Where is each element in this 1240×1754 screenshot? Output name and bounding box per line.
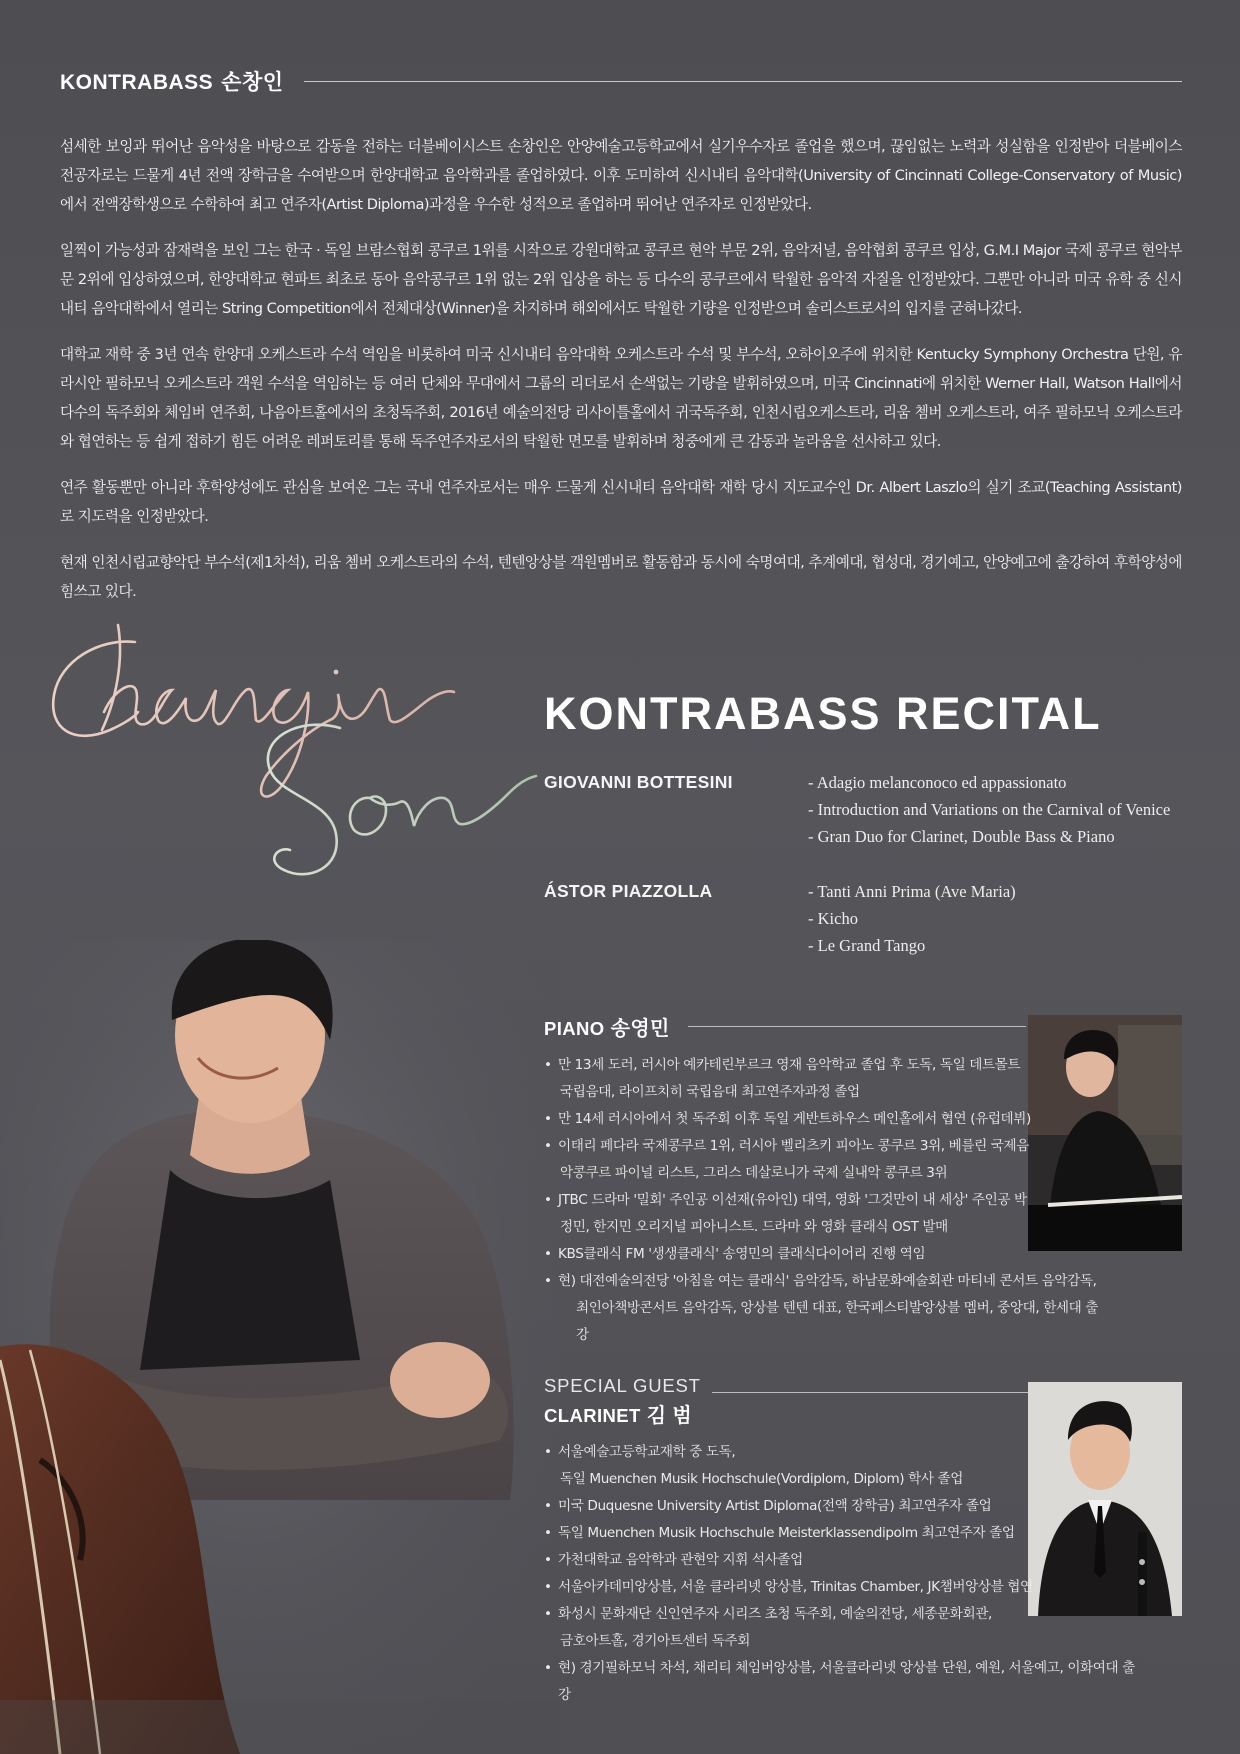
bio-paragraph: 연주 활동뿐만 아니라 후학양성에도 관심을 보여온 그는 국내 연주자로서는 매우 드물게 신시내티 음악대학 재학 당시 지도교수인 Dr. Albert Laszlo의 실기 조교(Teaching Assistant)로 지도력을 인정받았다. xyxy=(60,479,1182,525)
clarinet-title: CLARINET 김 범 xyxy=(544,1405,693,1427)
special-guest-label: SPECIAL GUEST xyxy=(544,1375,701,1396)
bio-text xyxy=(60,132,1182,623)
bio-paragraph: 대학교 재학 중 3년 연속 한양대 오케스트라 수석 역임을 비롯하여 미국 신시내티 음악대학 오케스트라 수석 및 부수석, 오하이오주에 위치한 Kentucky Symphony Orchestra 단원, 유라시안 필하모닉 오케스트라 객원 수석을 역임하는 등 여러 단체와 무대에서 그룹의 리더로서 손색없는 기량을 발휘하였으며, 미국 Cincinnati에 위치한 Werner Hall, Watson Hall에서 다수의 독주회와 체임버 연주회, 나음아트홀에서의 초청독주회, 2016년 예술의전당 리사이틀홀에서 귀국독주회, 인천시립오케스트라, 리움 쳄버 오케스트라, 여주 필하모닉 오케스트라와 협연하는 등 쉽게 접하기 힘든 어려운 레퍼토리를 통해 독주연주자로서의 탁월한 면모를 발휘하며 청중에게 큰 감동과 놀라움을 선사하고 있다. xyxy=(60,346,1182,450)
list-item: • 만 13세 도러, 러시아 예카테린부르크 영재 음악학교 졸업 후 도독, 독일 데트몰트 국립음대, 라이프치히 국립음대 최고연주자과정 졸업 xyxy=(544,1052,1104,1106)
composer-name: GIOVANNI BOTTESINI xyxy=(544,772,733,792)
work-item: - Tanti Anni Prima (Ave Maria) xyxy=(808,882,1016,901)
list-item: • 미국 Duquesne University Artist Diploma(전액 장학금) 최고연주자 졸업 xyxy=(544,1493,1144,1520)
composer-name: ÁSTOR PIAZZOLLA xyxy=(544,881,713,901)
performer-photo xyxy=(0,940,560,1754)
bio-header xyxy=(60,66,1182,96)
work-item: - Introduction and Variations on the Carnival of Venice xyxy=(808,800,1171,819)
bio-paragraph: 일찍이 가능성과 잠재력을 보인 그는 한국 · 독일 브람스협회 콩쿠르 1위를 시작으로 강원대학교 콩쿠르 현악 부문 2위, 음악저널, 음악협회 콩쿠르 입상, G.M.I Major 국제 콩쿠르 현악부문 2위에 입상하였으며, 한양대학교 현파트 최초로 동아 음악콩쿠르 1위 없는 2위 입상을 하는 등 다수의 콩쿠르에서 탁월한 음악적 자질을 인정받았다. 그뿐만 아니라 미국 유학 중 신시내티 음악대학에서 열리는 String Competition에서 전체대상(Winner)을 차지하며 해외에서도 탁월한 기량을 인정받으며 솔리스트로서의 입지를 굳혀나갔다. xyxy=(60,242,1182,317)
list-item: • JTBC 드라마 '밀회' 주인공 이선재(유아인) 대역, 영화 '그것만이 내 세상' 주인공 박 정민, 한지민 오리지널 피아니스트. 드라마 와 영화 클래식 OST 발매 xyxy=(544,1187,1104,1241)
divider-line xyxy=(688,1026,1026,1027)
list-item: • 서울예술고등학교재학 중 도독, 독일 Muenchen Musik Hochschule(Vordiplom, Diplom) 학사 졸업 xyxy=(544,1439,1144,1493)
piano-header xyxy=(544,1012,1026,1041)
script-name-logo xyxy=(40,620,600,950)
list-item: • 만 14세 러시아에서 첫 독주회 이후 독일 게반트하우스 메인홀에서 협연 (유럽데뷔) xyxy=(544,1106,1104,1133)
list-item: • 현) 대전예술의전당 '아침을 여는 클래식' 음악감독, 하남문화예술회관 마티네 콘서트 음악감독, 최인아책방콘서트 음악감독, 앙상블 텐텐 대표, 한국페스티발앙상블 멤버, 중앙대, 한세대 출강 xyxy=(544,1268,1104,1349)
bio-paragraph: 현재 인천시립교향악단 부수석(제1차석), 리움 쳄버 오케스트라의 수석, 텐텐앙상블 객원멤버로 활동함과 동시에 숙명여대, 추계예대, 협성대, 경기예고, 안양예고에 출강하여 후학양성에 힘쓰고 있다. xyxy=(60,554,1182,600)
clarinet-header xyxy=(544,1399,1026,1428)
piano-title: PIANO 송영민 xyxy=(544,1018,670,1040)
list-item: • 화성시 문화재단 신인연주자 시리즈 초청 독주회, 예술의전당, 세종문화회관, 금호아트홀, 경기아트센터 독주회 xyxy=(544,1601,1144,1655)
works-list xyxy=(808,769,1170,850)
work-item: - Kicho xyxy=(808,909,858,928)
recital-title: KONTRABASS RECITAL xyxy=(544,688,1102,739)
list-item: • 이태리 페다라 국제콩쿠르 1위, 러시아 벨리츠키 피아노 콩쿠르 3위, 베를린 국제음 악콩쿠르 파이널 리스트, 그리스 데살로니가 국제 실내악 콩쿠르 3위 xyxy=(544,1133,1104,1187)
clarinet-career-list xyxy=(544,1439,1144,1709)
work-item: - Adagio melanconoco ed appassionato xyxy=(808,773,1067,792)
work-item: - Le Grand Tango xyxy=(808,936,926,955)
work-item: - Gran Duo for Clarinet, Double Bass & Piano xyxy=(808,827,1115,846)
list-item: • 가천대학교 음악학과 관현악 지휘 석사졸업 xyxy=(544,1547,1144,1574)
piano-career-list xyxy=(544,1052,1104,1349)
list-item: • 현) 경기필하모닉 차석, 채리티 체임버앙상블, 서울클라리넷 앙상블 단원, 예원, 서울예고, 이화여대 출강 xyxy=(544,1655,1144,1709)
bio-title: KONTRABASS 손창인 xyxy=(60,71,284,94)
list-item: • 서울아카데미앙상블, 서울 클라리넷 앙상블, Trinitas Chamber, JK챔버앙상블 협연 xyxy=(544,1574,1144,1601)
works-list xyxy=(808,878,1016,959)
list-item: • 독일 Muenchen Musik Hochschule Meisterklassendipolm 최고연주자 졸업 xyxy=(544,1520,1144,1547)
divider-line xyxy=(712,1392,1028,1393)
divider-line xyxy=(304,81,1182,82)
bio-paragraph: 섬세한 보잉과 뛰어난 음악성을 바탕으로 감동을 전하는 더블베이시스트 손창인은 안양예술고등학교에서 실기우수자로 졸업을 했으며, 끊임없는 노력과 성실함을 인정받아 더블베이스 전공자로는 드물게 4년 전액 장학금을 수여받으며 한양대학교 음악학과를 졸업하였다. 이후 도미하여 신시내티 음악대학(University of Cincinnati College-Conservatory of Music)에서 전액장학생으로 수학하여 최고 연주자(Artist Diploma)과정을 우수한 성적으로 졸업하며 뛰어난 연주자로 인정받았다. xyxy=(60,138,1182,213)
list-item: • KBS클래식 FM '생생클래식' 송영민의 클래식다이어리 진행 역임 xyxy=(544,1241,1104,1268)
